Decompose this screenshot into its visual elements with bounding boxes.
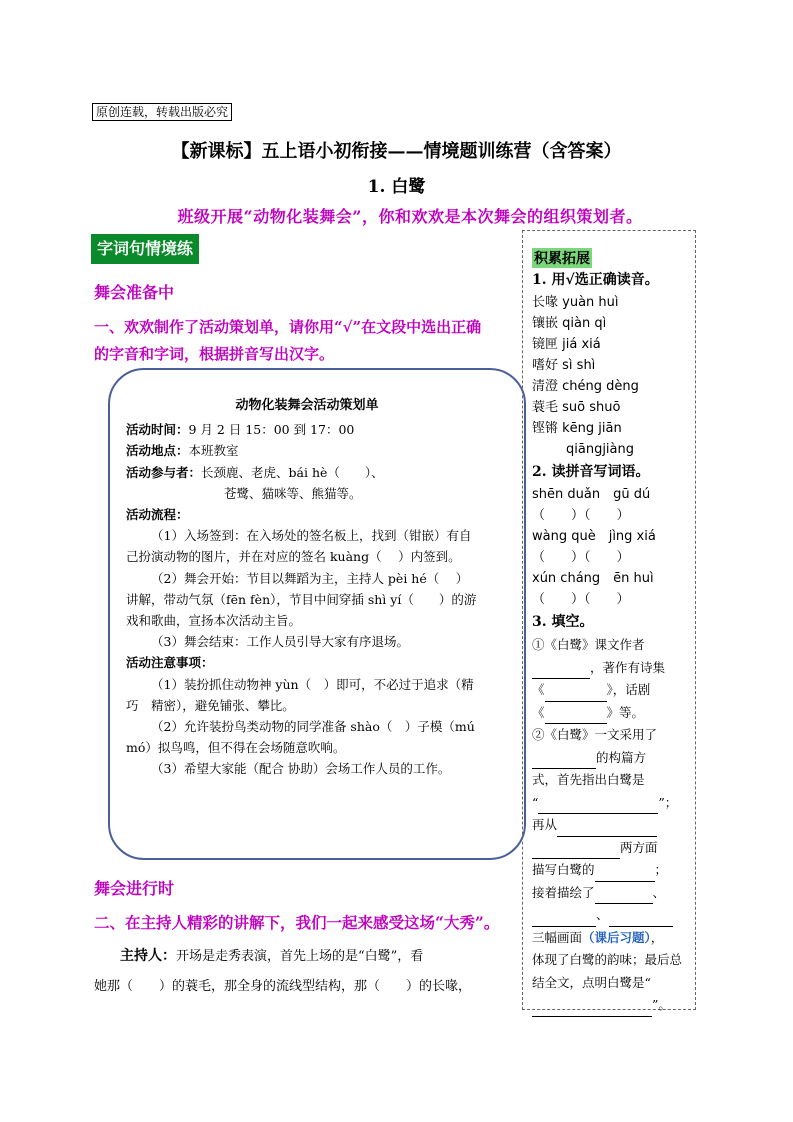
fill-text: ，著作有诗集 [590, 659, 666, 675]
host-text-2: 她那（ ）的蓑毛，那全身的流线型结构，那（ ）的长喙， [94, 979, 472, 994]
answer-blank [532, 844, 620, 859]
blank-row: （ ）（ ） [532, 592, 630, 607]
place-label: 活动地点： [126, 443, 189, 459]
fill-text: “ [532, 794, 539, 810]
people-value-1: 长颈鹿、老虎、bái hè（ ）、 [201, 464, 384, 480]
answer-blank [532, 1002, 652, 1017]
word-item: 镜匣 [532, 337, 559, 352]
fill-text: ①《白鹭》课文作者 [532, 637, 645, 652]
question-2: 二、在主持人精彩的讲解下，我们一起来感受这场“大秀”。 [94, 913, 500, 932]
scenario-intro: 班级开展“动物化装舞会”，你和欢欢是本次舞会的组织策划者。 [177, 207, 643, 226]
word-pinyin: sì shì [562, 358, 596, 373]
answer-blank [545, 709, 607, 724]
answer-blank [532, 754, 596, 769]
fill-text: 接着描绘了 [532, 884, 595, 900]
host-speech [94, 941, 524, 1002]
pinyin-row: shēn duǎn gū dú [532, 487, 651, 502]
fill-text: 》等。 [606, 704, 645, 720]
sidebar-q2: 2. 读拼音写词语。 [532, 464, 650, 480]
word-pinyin-extra: qiāngjiàng [566, 442, 635, 457]
time-value: 9 月 2 日 15：00 到 17：00 [188, 422, 355, 438]
people-value-2: 苍鹭、猫咪等、熊猫等。 [224, 485, 362, 501]
sidebar-tag: 积累拓展 [532, 248, 592, 268]
exercise-note: （课后习题） [582, 929, 651, 945]
question-1: 一、欢欢制作了活动策划单，请你用“√”在文段中选出正确的字音和字词，根据拼音写出汉字。 [94, 318, 482, 363]
word-pinyin: jiá xiá [562, 337, 601, 352]
fill-text: ”。 [652, 997, 671, 1012]
answer-blank [532, 912, 596, 927]
answer-blank [532, 664, 590, 679]
fill-text: ， [650, 929, 664, 945]
fill-text: 、 [596, 907, 609, 922]
notes-label: 活动注意事项： [126, 655, 214, 671]
section-heading-prep: 舞会准备中 [94, 283, 175, 302]
fill-text: 式，首先指出白鹭是 [532, 772, 645, 787]
answer-blank [595, 867, 655, 882]
word-item: 长喙 [532, 295, 559, 310]
word-item: 铿锵 [532, 421, 559, 436]
answer-blank [557, 822, 657, 837]
fill-text: 》，话剧 [606, 682, 651, 697]
copyright-notice: 原创连载，转载出版必究 [92, 103, 232, 121]
pinyin-row: xún cháng ēn huì [532, 571, 654, 586]
word-item: 镶嵌 [532, 316, 559, 331]
fill-text: 《 [532, 682, 545, 697]
page-title: 【新课标】五上语小初衔接——情境题训练营（含答案） [171, 141, 622, 162]
answer-blank [609, 912, 673, 927]
note-3: （3）希望大家能（配合 协助）会场工作人员的工作。 [151, 761, 451, 777]
word-pinyin: suō shuō [562, 400, 621, 415]
answer-blank [595, 889, 653, 904]
word-item: 嗜好 [532, 358, 559, 373]
blank-row: （ ）（ ） [532, 550, 630, 565]
word-item: 清澄 [532, 379, 559, 394]
sidebar-q1: 1. 用√选正确读音。 [532, 272, 659, 288]
word-pinyin: kēng jiān [562, 421, 622, 436]
sidebar-q3: 3. 填空。 [532, 614, 594, 630]
time-label: 活动时间： [126, 422, 189, 438]
lesson-title: 1. 白鹭 [367, 177, 426, 197]
sidebar-accumulation [532, 248, 692, 1017]
fill-text: ”； [658, 794, 678, 810]
flow-step-2: （2）舞会开始：节目以舞蹈为主，主持人 pèi hé（ ）讲解，带动气氛（fēn fèn），节目中间穿插 shì yí（ ）的游戏和歌曲，宣扬本次活动主旨。 [126, 570, 477, 629]
activity-plan [126, 395, 488, 780]
fill-text: 体现了白鹭的韵味；最后总结全文，点明白鹭是“ [532, 952, 683, 990]
fill-text: 两方面 [620, 839, 658, 855]
fill-text: 描写白鹭的 [532, 862, 595, 877]
word-pinyin: yuàn huì [562, 295, 619, 310]
fill-in-blanks [532, 634, 692, 1017]
fill-text: 的构篇方 [596, 749, 647, 765]
word-pinyin: qiàn qì [562, 316, 607, 331]
answer-blank [538, 799, 658, 814]
answer-blank [545, 687, 607, 702]
plan-title: 动物化装舞会活动策划单 [235, 398, 379, 413]
section-heading-live: 舞会进行时 [94, 879, 175, 898]
host-label: 主持人： [120, 948, 176, 964]
blank-row: （ ）（ ） [532, 508, 630, 523]
note-1: （1）装扮抓住动物神 yùn（ ）即可，不必过于追求（精巧 精密），避免铺张、攀比。 [126, 676, 474, 713]
fill-text: 三幅画面 [532, 929, 583, 945]
flow-step-1: （1）入场签到：在入场处的签名板上，找到（钳嵌）有自己扮演动物的图片，并在对应的签名 kuàng（ ）内签到。 [126, 528, 472, 565]
note-2: （2）允许装扮鸟类动物的同学准备 shào（ ）子模（mú mó）拟鸟鸣，但不得在会场随意吹响。 [126, 719, 488, 756]
word-item: 蓑毛 [532, 400, 559, 415]
pinyin-row: wàng què jìng xiá [532, 529, 656, 544]
fill-text: 再从 [532, 817, 558, 832]
people-label: 活动参与者： [126, 464, 202, 480]
host-text-1: 开场是走秀表演，首先上场的是“白鹭”，看 [176, 949, 424, 964]
word-pinyin: chéng dèng [562, 379, 639, 394]
section-tag: 字词句情境练 [91, 234, 199, 264]
fill-text: 、 [652, 884, 666, 900]
fill-text: ②《白鹭》一文采用了 [532, 727, 658, 742]
fill-text: ； [654, 862, 668, 877]
fill-text: 《 [532, 704, 545, 720]
flow-label: 活动流程： [126, 507, 189, 523]
flow-step-3: （3）舞会结束：工作人员引导大家有序退场。 [151, 634, 409, 650]
place-value: 本班教室 [188, 443, 239, 459]
